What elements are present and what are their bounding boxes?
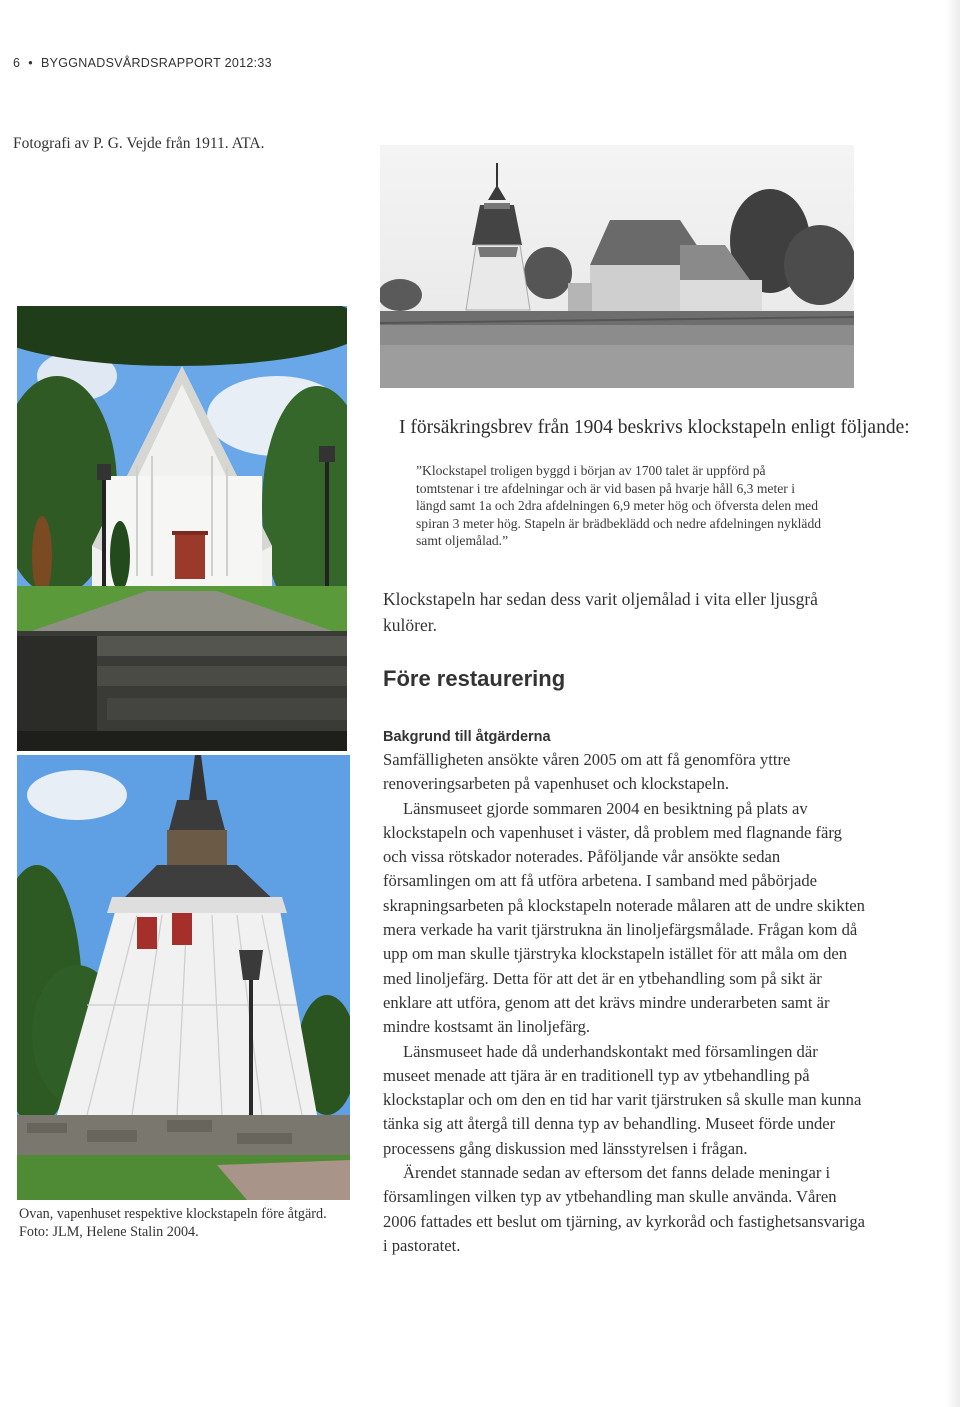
running-header (13, 56, 272, 70)
photo-caption-2004 (19, 1205, 359, 1241)
publication-title: BYGGNADSVÅRDSRAPPORT 2012:33 (40, 56, 272, 70)
body-text (383, 748, 865, 1258)
photo-klockstapeln (17, 755, 350, 1200)
paragraph: Länsmuseet gjorde sommaren 2004 en besiktning på plats av klockstapeln och vapenhuset i väster, då problem med flagnande färg och vissa rötskador noterades. Påföljande vår ansökte sedan församlingen om att få utföra arbetena. I samband med påbörjade skrapningsarbeten på klockstapeln noterade målaren att de undre skikten mera verkade ha varit tjärstrukna än linoljefärgsmålade. Frågan kom då upp om man skulle tjärstryka klockstapeln istället för att måla om den med linoljefärg. Detta för att det är en ytbehandling som på sikt är enklare att utföra, genom att det krävs mindre underarbeten samt är mindre kostsamt än linoljefärg. (383, 798, 865, 1037)
historic-photo-1911 (380, 145, 854, 388)
paragraph: Ärendet stannade sedan av eftersom det fanns delade meningar i församlingen vilken typ av ytbehandling man skulle använda. Våren 2006 fattades ett beslut om tjärning, av kyrkoråd och fastighetsansvariga i pastoratet. (383, 1163, 866, 1255)
insurance-letter-quote: ”Klockstapel troligen byggd i början av 1700 talet är uppförd på tomtstenar i tre afdelningar och är vid basen på hvarje håll 6,3 meter i längd samt 1a och 2dra afdelningen 6,9 meter hög och öfversta delen med spiran 3 meter hög. Stapeln är brädbeklädd och nedre afdelningen nyklädd samt oljemålad.” (416, 463, 822, 548)
page-edge-shadow (946, 0, 960, 1407)
photo-caption-1911: Fotografi av P. G. Vejde från 1911. ATA. (13, 135, 265, 152)
page-number: 6 (13, 56, 21, 70)
caption-line: Ovan, vapenhuset respektive klockstapeln före åtgärd. (19, 1206, 327, 1222)
header-bullet: • (28, 56, 33, 70)
section-heading: Före restaurering (383, 666, 566, 691)
paint-note: Klockstapeln har sedan dess varit oljemålad i vita eller ljusgrå kulörer. (383, 589, 818, 635)
sub-heading: Bakgrund till åtgärderna (383, 729, 551, 745)
caption-credit: Foto: JLM, Helene Stalin 2004. (19, 1224, 199, 1240)
paragraph: Samfälligheten ansökte våren 2005 om att få genomföra yttre renoveringsarbeten på vapenhuset och klockstapeln. (383, 750, 791, 794)
photo-vapenhuset (17, 306, 347, 751)
paragraph: Länsmuseet hade då underhandskontakt med församlingen där museet menade att tjära är en traditionell typ av ytbehandling på klockstaplar och om den en tid har varit tjärstruken så skulle man kunna tänka sig att återgå till denna typ av behandling. Museet förde under processens gång diskussion med länsstyrelsen i frågan. (383, 1041, 862, 1158)
intro-line: I försäkringsbrev från 1904 beskrivs klockstapeln enligt följande: (399, 417, 910, 438)
